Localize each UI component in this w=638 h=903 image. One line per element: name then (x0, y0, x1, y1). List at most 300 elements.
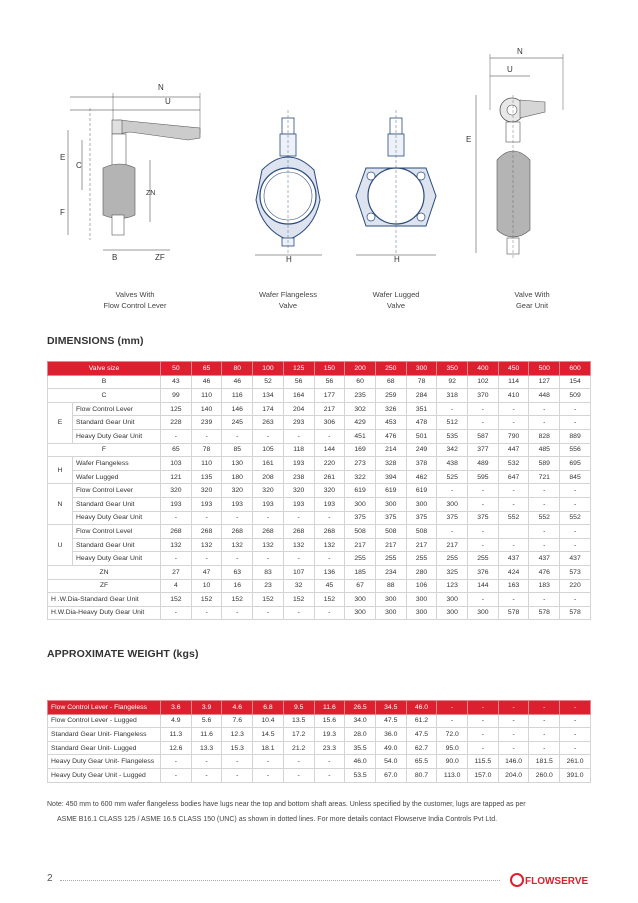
weight-row (48, 755, 591, 769)
caption-lever (85, 289, 185, 311)
table-cell: - (222, 606, 253, 620)
table-cell: - (161, 552, 192, 566)
table-cell: 889 (560, 429, 591, 443)
caption-line: Wafer Flangeless (258, 290, 318, 299)
table-cell: - (191, 511, 222, 525)
table-cell: - (437, 402, 468, 416)
table-header-row (48, 362, 591, 376)
table-cell: 508 (375, 525, 406, 539)
table-cell: 255 (437, 552, 468, 566)
table-cell: 508 (406, 525, 437, 539)
table-cell: 268 (161, 525, 192, 539)
table-cell: 512 (437, 416, 468, 430)
caption-line: Valve With (514, 290, 550, 299)
table-cell: 552 (498, 511, 529, 525)
table-cell: - (468, 538, 499, 552)
table-cell: 325 (437, 565, 468, 579)
dim-f-label: F (60, 208, 65, 217)
table-cell: 217 (345, 538, 376, 552)
table-cell: - (560, 538, 591, 552)
table-cell: - (498, 497, 529, 511)
table-cell: 152 (191, 593, 222, 607)
table-cell: 132 (314, 538, 345, 552)
table-cell: 438 (437, 457, 468, 471)
caption-line: Valve (386, 301, 406, 310)
table-cell: 300 (345, 606, 376, 620)
table-cell: 619 (375, 484, 406, 498)
table-cell: 107 (283, 565, 314, 579)
table-cell: 16 (222, 579, 253, 593)
table-row (48, 565, 591, 579)
table-cell: - (253, 606, 284, 620)
table-cell: 68 (375, 375, 406, 389)
table-cell: 268 (314, 525, 345, 539)
table-cell: 11.6 (314, 701, 345, 715)
table-cell: 85 (222, 443, 253, 457)
table-cell: 509 (560, 389, 591, 403)
table-cell: - (560, 728, 591, 742)
dim-zn-label: ZN (146, 190, 156, 197)
table-cell: 261.0 (560, 755, 591, 769)
flowserve-logo (510, 870, 600, 890)
table-cell: - (253, 429, 284, 443)
weight-row (48, 741, 591, 755)
row-label: Heavy Duty Gear Unit (73, 429, 161, 443)
header-cell: 500 (529, 362, 560, 376)
dim-b-label: B (112, 253, 118, 262)
table-cell: 214 (375, 443, 406, 457)
table-cell: - (529, 741, 560, 755)
table-cell: 376 (468, 565, 499, 579)
header-cell: 350 (437, 362, 468, 376)
table-cell: 302 (345, 402, 376, 416)
table-cell: 135 (191, 470, 222, 484)
table-cell: 204 (283, 402, 314, 416)
table-cell: 193 (161, 497, 192, 511)
table-cell: 462 (406, 470, 437, 484)
table-cell: - (560, 714, 591, 728)
table-cell: 320 (191, 484, 222, 498)
table-cell: - (253, 755, 284, 769)
table-cell: 17.2 (283, 728, 314, 742)
table-cell: 53.5 (345, 768, 376, 782)
table-cell: - (161, 768, 192, 782)
row-label: Standard Gear Unit (73, 416, 161, 430)
table-cell: - (529, 484, 560, 498)
table-row (48, 470, 591, 484)
dim-u-label-gear: U (507, 65, 513, 74)
table-cell: - (253, 768, 284, 782)
table-cell: 448 (529, 389, 560, 403)
table-cell: 485 (529, 443, 560, 457)
table-cell: 163 (498, 579, 529, 593)
table-cell: 185 (345, 565, 376, 579)
table-cell: 180 (222, 470, 253, 484)
table-cell: - (498, 416, 529, 430)
table-cell: 300 (345, 497, 376, 511)
table-cell: 320 (283, 484, 314, 498)
table-cell: 144 (314, 443, 345, 457)
row-label: Wafer Flangeless (73, 457, 161, 471)
dim-e-label: E (60, 153, 66, 162)
table-cell: 88 (375, 579, 406, 593)
table-cell: 193 (253, 497, 284, 511)
table-cell: 300 (437, 606, 468, 620)
table-cell: 46.0 (406, 701, 437, 715)
table-cell: 273 (345, 457, 376, 471)
row-label: Standard Gear Unit- Lugged (48, 741, 161, 755)
footer-rule (60, 880, 500, 881)
table-cell: 99 (161, 389, 192, 403)
table-cell: 83 (253, 565, 284, 579)
dim-h-label-flangeless: H (286, 255, 292, 264)
row-label: Standard Gear Unit (73, 538, 161, 552)
table-cell: - (468, 701, 499, 715)
dimensions-table (47, 361, 591, 620)
table-cell: - (468, 741, 499, 755)
table-cell: 249 (406, 443, 437, 457)
table-cell: 169 (345, 443, 376, 457)
table-cell: 12.3 (222, 728, 253, 742)
table-cell: 351 (406, 402, 437, 416)
table-cell: 695 (560, 457, 591, 471)
table-cell: 65 (161, 443, 192, 457)
table-cell: 790 (498, 429, 529, 443)
caption-lugged (346, 289, 446, 311)
table-cell: 12.6 (161, 741, 192, 755)
table-cell: 54.0 (375, 755, 406, 769)
table-cell: 60 (345, 375, 376, 389)
table-cell: 193 (191, 497, 222, 511)
table-cell: 370 (468, 389, 499, 403)
table-cell: 62.7 (406, 741, 437, 755)
table-cell: 375 (406, 511, 437, 525)
table-cell: 437 (529, 552, 560, 566)
table-cell: 263 (253, 416, 284, 430)
table-cell: - (253, 511, 284, 525)
table-cell: - (498, 701, 529, 715)
table-cell: 342 (437, 443, 468, 457)
table-cell: - (191, 606, 222, 620)
table-row (48, 579, 591, 593)
table-cell: 268 (222, 525, 253, 539)
row-group: H (48, 457, 73, 484)
table-cell: 508 (345, 525, 376, 539)
table-cell: 489 (468, 457, 499, 471)
table-cell: 284 (406, 389, 437, 403)
table-cell: 589 (529, 457, 560, 471)
header-cell: 50 (161, 362, 192, 376)
table-cell: 238 (283, 470, 314, 484)
table-cell: 14.5 (253, 728, 284, 742)
row-label: Flow Control Lever (73, 402, 161, 416)
table-cell: 56 (283, 375, 314, 389)
table-cell: - (283, 552, 314, 566)
table-cell: 532 (498, 457, 529, 471)
table-cell: - (468, 525, 499, 539)
table-cell: - (283, 755, 314, 769)
table-cell: - (560, 416, 591, 430)
table-cell: 127 (529, 375, 560, 389)
table-row (48, 429, 591, 443)
table-cell: - (529, 402, 560, 416)
table-cell: 103 (161, 457, 192, 471)
table-row (48, 402, 591, 416)
table-cell: 300 (406, 593, 437, 607)
table-cell: 234 (375, 565, 406, 579)
table-cell: 136 (314, 565, 345, 579)
table-cell: 300 (406, 606, 437, 620)
table-cell: 193 (283, 457, 314, 471)
table-cell: 130 (222, 457, 253, 471)
table-cell: 619 (345, 484, 376, 498)
table-cell: 220 (314, 457, 345, 471)
header-cell: 80 (222, 362, 253, 376)
table-cell: - (529, 593, 560, 607)
table-cell: - (283, 511, 314, 525)
table-cell: 300 (437, 593, 468, 607)
table-cell: - (222, 755, 253, 769)
caption-line: Wafer Lugged (372, 290, 420, 299)
table-cell: 132 (191, 538, 222, 552)
weight-row (48, 701, 591, 715)
footnote-line-1: Note: 450 mm to 600 mm wafer flangeless bodies have lugs near the top and bottom shaft areas. Unless specified by the customer, lugs are tapped as per (47, 801, 526, 808)
table-cell: 13.5 (283, 714, 314, 728)
table-cell: 451 (345, 429, 376, 443)
row-label: Heavy Duty Gear Unit (73, 511, 161, 525)
table-cell: 78 (191, 443, 222, 457)
valve-diagrams (0, 0, 638, 330)
table-cell: 11.3 (161, 728, 192, 742)
table-cell: 4 (161, 579, 192, 593)
table-cell: 552 (560, 511, 591, 525)
table-cell: - (468, 497, 499, 511)
table-cell: - (498, 484, 529, 498)
table-cell: 424 (498, 565, 529, 579)
table-cell: 46 (222, 375, 253, 389)
header-cell: 400 (468, 362, 499, 376)
table-cell: 110 (191, 457, 222, 471)
table-cell: 21.2 (283, 741, 314, 755)
table-cell: 164 (283, 389, 314, 403)
table-cell: 320 (253, 484, 284, 498)
table-cell: 23.3 (314, 741, 345, 755)
page-number: 2 (47, 873, 53, 884)
row-label: Standard Gear Unit (73, 497, 161, 511)
table-cell: 326 (375, 402, 406, 416)
table-cell: 293 (283, 416, 314, 430)
table-cell: 102 (468, 375, 499, 389)
header-cell: 65 (191, 362, 222, 376)
table-cell: 15.3 (222, 741, 253, 755)
row-group: E (48, 402, 73, 443)
dim-h-label-lugged: H (394, 255, 400, 264)
wafer-flangeless-drawing (255, 110, 322, 264)
dim-n-label: N (158, 83, 164, 92)
table-row (48, 552, 591, 566)
header-cell: 450 (498, 362, 529, 376)
table-cell: 174 (253, 402, 284, 416)
table-cell: 32 (283, 579, 314, 593)
caption-gear (482, 289, 582, 311)
table-cell: 152 (283, 593, 314, 607)
table-cell: 375 (345, 511, 376, 525)
table-cell: 19.3 (314, 728, 345, 742)
table-cell: - (468, 714, 499, 728)
table-cell: - (283, 768, 314, 782)
table-cell: - (161, 429, 192, 443)
table-cell: - (191, 768, 222, 782)
table-cell: 47 (191, 565, 222, 579)
wafer-lugged-drawing (356, 110, 436, 264)
table-cell: 328 (375, 457, 406, 471)
table-cell: 121 (161, 470, 192, 484)
table-cell: - (529, 714, 560, 728)
table-cell: - (560, 484, 591, 498)
header-cell: 300 (406, 362, 437, 376)
table-cell: 525 (437, 470, 468, 484)
table-cell: - (437, 714, 468, 728)
row-label: Heavy Duty Gear Unit (73, 552, 161, 566)
caption-line: Valves With (115, 290, 155, 299)
table-cell: - (468, 416, 499, 430)
table-cell: 144 (468, 579, 499, 593)
table-cell: 116 (222, 389, 253, 403)
table-cell: 378 (406, 457, 437, 471)
row-group: U (48, 525, 73, 566)
table-cell: - (468, 593, 499, 607)
table-cell: 573 (560, 565, 591, 579)
table-cell: 161 (253, 457, 284, 471)
table-cell: 123 (437, 579, 468, 593)
table-cell: 220 (560, 579, 591, 593)
table-cell: 587 (468, 429, 499, 443)
table-cell: - (314, 429, 345, 443)
table-cell: 4.6 (222, 701, 253, 715)
table-cell: 318 (437, 389, 468, 403)
table-cell: 193 (283, 497, 314, 511)
table-cell: 177 (314, 389, 345, 403)
table-cell: - (222, 429, 253, 443)
table-cell: 193 (222, 497, 253, 511)
table-cell: 11.6 (191, 728, 222, 742)
row-label: ZN (48, 565, 161, 579)
table-cell: 306 (314, 416, 345, 430)
table-cell: 28.0 (345, 728, 376, 742)
weight-row (48, 728, 591, 742)
row-label: Heavy Duty Gear Unit - Lugged (48, 768, 161, 782)
row-label: Flow Control Lever - Flangeless (48, 701, 161, 715)
table-cell: 377 (468, 443, 499, 457)
weight-title: APPROXIMATE WEIGHT (kgs) (47, 648, 199, 660)
table-cell: 35.5 (345, 741, 376, 755)
table-cell: 65.5 (406, 755, 437, 769)
table-cell: 429 (345, 416, 376, 430)
table-cell: 300 (468, 606, 499, 620)
table-cell: 300 (345, 593, 376, 607)
table-cell: 157.0 (468, 768, 499, 782)
table-cell: 183 (529, 579, 560, 593)
table-cell: 208 (253, 470, 284, 484)
table-cell: 578 (498, 606, 529, 620)
table-cell: 146 (222, 402, 253, 416)
table-cell: 268 (191, 525, 222, 539)
table-cell: - (560, 402, 591, 416)
table-cell: 578 (529, 606, 560, 620)
table-cell: 67 (345, 579, 376, 593)
brand-name: FLOWSERVE (525, 876, 589, 887)
header-cell: 125 (283, 362, 314, 376)
row-label: Standard Gear Unit- Flangeless (48, 728, 161, 742)
table-cell: 228 (161, 416, 192, 430)
table-cell: 3.9 (191, 701, 222, 715)
table-cell: 320 (222, 484, 253, 498)
table-cell: - (529, 497, 560, 511)
row-label: Flow Control Level (73, 525, 161, 539)
row-label: B (48, 375, 161, 389)
table-cell: 114 (498, 375, 529, 389)
table-cell: - (529, 728, 560, 742)
table-row (48, 511, 591, 525)
table-cell: 320 (161, 484, 192, 498)
table-cell: 828 (529, 429, 560, 443)
table-cell: 619 (406, 484, 437, 498)
table-cell: 268 (253, 525, 284, 539)
table-cell: 260.0 (529, 768, 560, 782)
weight-table (47, 700, 591, 783)
table-cell: 181.5 (529, 755, 560, 769)
footnote (47, 797, 607, 827)
table-cell: 217 (437, 538, 468, 552)
weight-row (48, 768, 591, 782)
table-row (48, 497, 591, 511)
table-cell: 47.5 (375, 714, 406, 728)
table-cell: - (560, 593, 591, 607)
table-row (48, 443, 591, 457)
footnote-line-2: ASME B16.1 CLASS 125 / ASME 16.5 CLASS 150 (UNC) as shown in dotted lines. For more details contact Flowserve India Controls Pvt Ltd. (57, 816, 498, 823)
table-cell: 300 (375, 593, 406, 607)
table-cell: 235 (345, 389, 376, 403)
table-cell: 15.6 (314, 714, 345, 728)
dim-c-label: C (76, 161, 82, 170)
table-row (48, 538, 591, 552)
table-cell: - (314, 552, 345, 566)
row-label: Heavy Duty Gear Unit- Flangeless (48, 755, 161, 769)
table-cell: 245 (222, 416, 253, 430)
table-cell: 300 (375, 497, 406, 511)
table-cell: 193 (314, 497, 345, 511)
table-row (48, 375, 591, 389)
table-row (48, 416, 591, 430)
lever-valve-drawing (60, 83, 200, 262)
table-cell: 394 (375, 470, 406, 484)
header-cell: 250 (375, 362, 406, 376)
flowserve-swirl-icon (511, 874, 523, 886)
table-cell: - (529, 416, 560, 430)
table-cell: 217 (314, 402, 345, 416)
table-cell: - (253, 552, 284, 566)
table-cell: 204.0 (498, 768, 529, 782)
table-cell: 152 (314, 593, 345, 607)
table-cell: 476 (375, 429, 406, 443)
table-cell: 239 (191, 416, 222, 430)
table-cell: - (314, 511, 345, 525)
table-cell: 92 (437, 375, 468, 389)
table-cell (498, 525, 529, 539)
table-cell: - (191, 429, 222, 443)
table-cell: 36.0 (375, 728, 406, 742)
table-row (48, 484, 591, 498)
